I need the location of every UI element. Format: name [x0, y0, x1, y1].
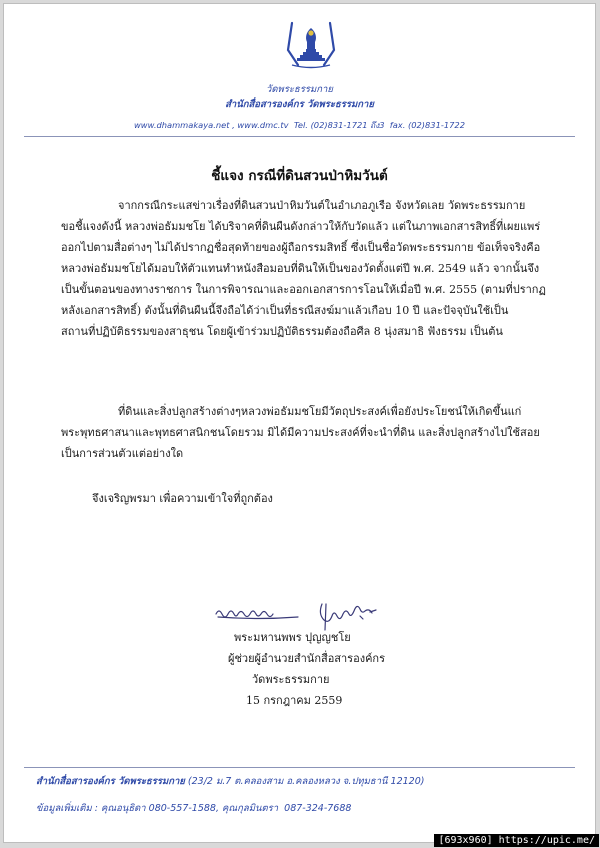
signer-name: พระมหานพพร ปุญญชโย: [234, 631, 351, 644]
paragraph-line: ขอชี้แจงดังนี้ หลวงพ่อธัมมชโย ได้บริจาคที่ดินผืนดังกล่าวให้กับวัดแล้ว แต่ในภาพเอกสารสิทธิ์ที่เผยแพร่: [61, 220, 541, 233]
temple-logo-icon: [282, 18, 340, 70]
paragraph-line: เป็นขั้นตอนของทางราชการ ในการพิจารณาและออกเอกสารการโอนให้เมื่อปี พ.ศ. 2555 (ตามที่ปรากฏ: [61, 283, 546, 296]
header-divider: [24, 136, 575, 137]
footer-divider: [24, 767, 575, 768]
image-host-watermark: [693x960] https://upic.me/: [434, 834, 599, 847]
signer-position: ผู้ช่วยผู้อำนวยสำนักสื่อสารองค์กร: [228, 652, 385, 665]
closing-paragraph: [61, 488, 553, 509]
office-name: สำนักสื่อสารองค์กร วัดพระธรรมกาย: [225, 99, 374, 110]
paragraph-line: จากกรณีกระแสข่าวเรื่องที่ดินสวนป่าหิมวันต์ในอำเภอภูเรือ จังหวัดเลย วัดพระธรรมกาย: [118, 199, 526, 212]
paragraph-line: พระพุทธศาสนาและพุทธศาสนิกชนโดยรวม มิได้มีความประสงค์ที่จะนำที่ดิน และสิ่งปลูกสร้างไปใช้สอย: [61, 426, 540, 439]
document-date: 15 กรกฎาคม 2559: [246, 694, 343, 707]
footer-address: (23/2 ม.7 ต.คลองสาม อ.คลองหลวง จ.ปทุมธานี 12120): [187, 776, 425, 787]
paragraph-line: ที่ดินและสิ่งปลูกสร้างต่างๆหลวงพ่อธัมมชโยมีวัตถุประสงค์เพื่อยังประโยชน์ให้เกิดขึ้นแก่: [118, 405, 522, 418]
contact-line: www.dhammakaya.net , www.dmc.tv Tel. (02)831-1721 ถึง3 fax. (02)831-1722: [134, 120, 465, 130]
paragraph-1: [61, 195, 553, 342]
footer-contact-info: ข้อมูลเพิ่มเติม : คุณอนุธิดา 080-557-1588, คุณกุลมินตรา 087-324-7688: [36, 803, 352, 814]
signer-organization: วัดพระธรรมกาย: [252, 673, 330, 686]
paragraph-line: สถานที่ปฏิบัติธรรมของสาธุชน โดยผู้เข้าร่วมปฏิบัติธรรมต้องถือศีล 8 นุ่งสมาธิ ฟังธรรม เป็นต้น: [61, 325, 503, 338]
paragraph-line: หลวงพ่อธัมมชโยได้มอบให้ตัวแทนทำหนังสือมอบที่ดินให้เป็นของวัดตั้งแต่ปี พ.ศ. 2549 แล้ว จากนั้นจึง: [61, 262, 540, 275]
paragraph-2: [61, 401, 553, 464]
paragraph-line: หลังเอกสารสิทธิ์) ดังนั้นที่ดินผืนนี้จึงถือได้ว่าเป็นที่ธรณีสงฆ์มาแล้วเกือบ 10 ปี และปัจจุบันใช้เป็น: [61, 304, 509, 317]
letter-page: [4, 4, 595, 842]
paragraph-line: ออกไปตามสื่อต่างๆ ไม่ได้ปรากฏชื่อสุดท้ายของผู้ถือกรรมสิทธิ์ ซึ่งเป็นชื่อวัดพระธรรมกาย ข้อเท็จจริงคือ: [61, 241, 541, 254]
footer-address-line: [36, 774, 424, 789]
closing-line: จึงเจริญพรมา เพื่อความเข้าใจที่ถูกต้อง: [92, 492, 273, 505]
footer-office-name: สำนักสื่อสารองค์กร วัดพระธรรมกาย: [36, 776, 185, 787]
signature-block: [224, 627, 454, 711]
organization-name: วัดพระธรรมกาย: [266, 84, 333, 95]
paragraph-line: เป็นการส่วนตัวแต่อย่างใด: [61, 447, 184, 460]
document-title: ชี้แจง กรณีที่ดินสวนป่าหิมวันต์: [211, 168, 388, 184]
